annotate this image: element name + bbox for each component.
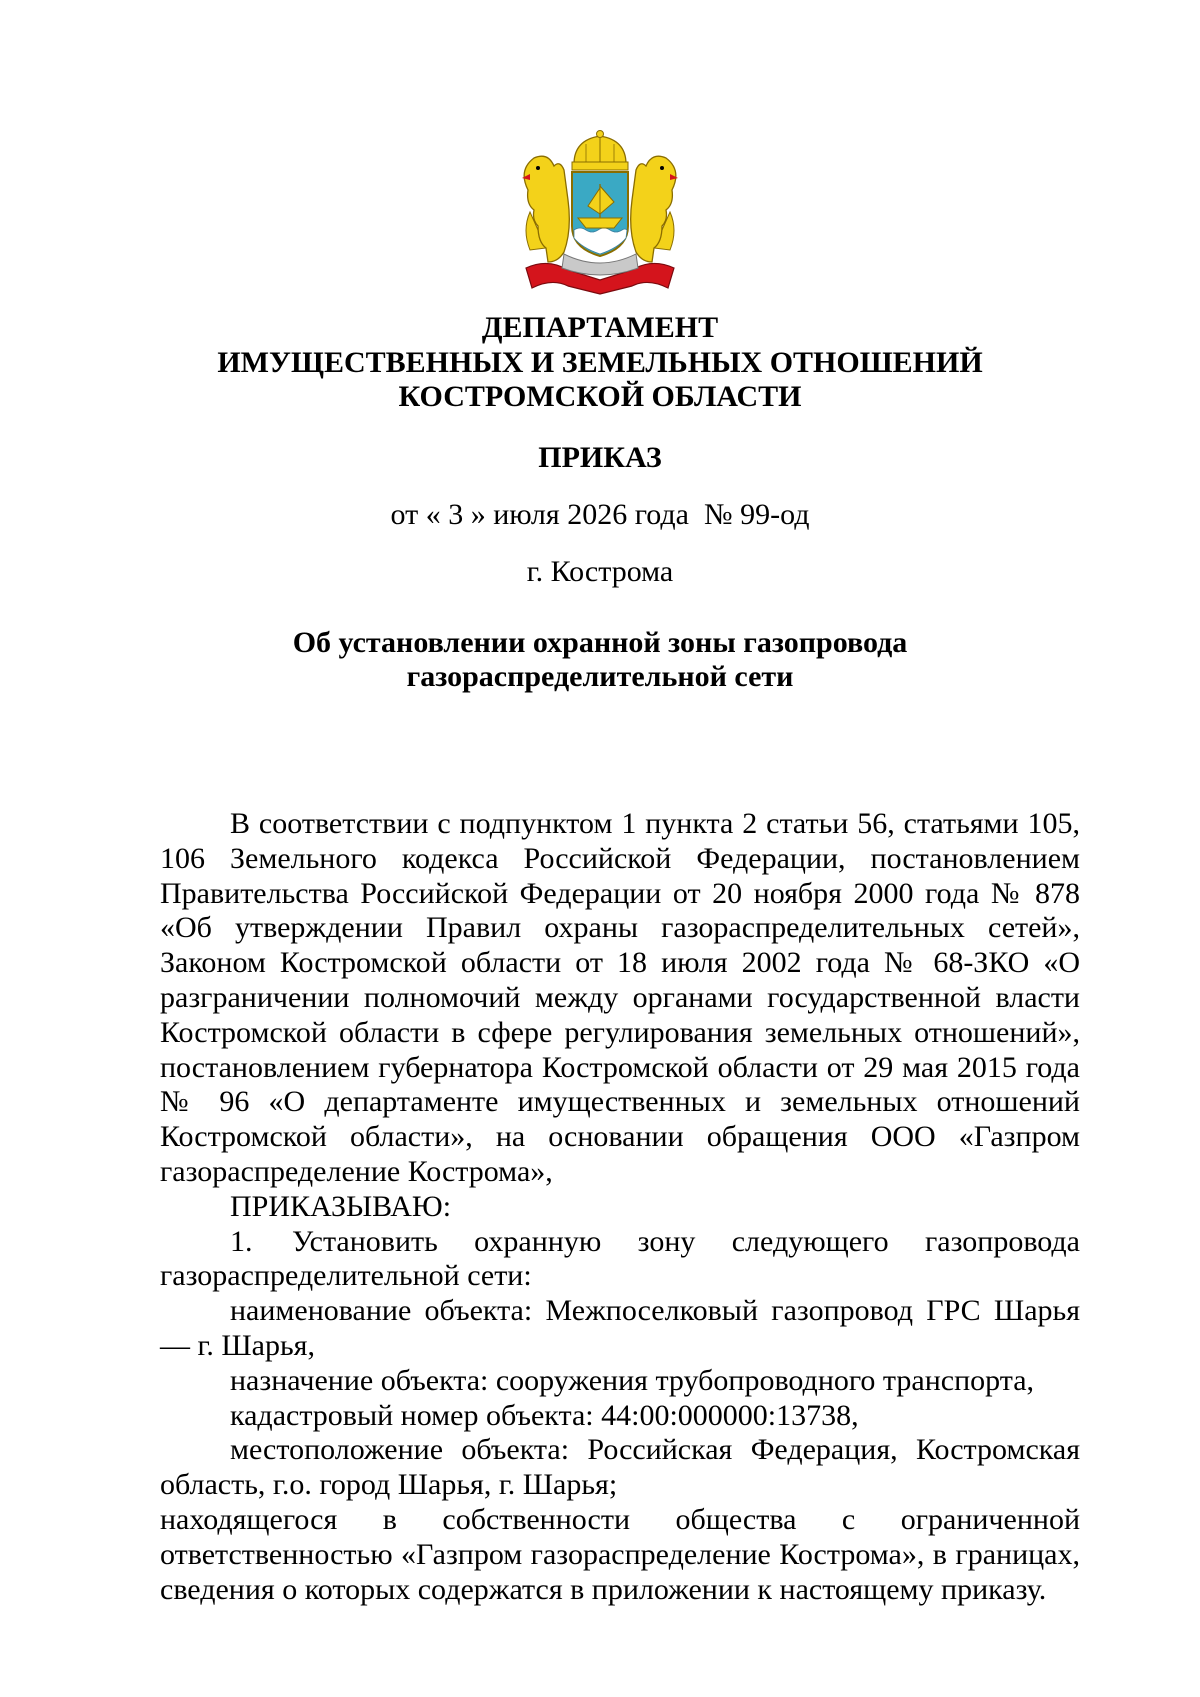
title-line-1: Об установлении охранной зоны газопровода	[292, 626, 908, 659]
ownership-paragraph: находящегося в собственности общества с ограниченной ответственностью «Газпром газораспределение Кострома», в границах, сведения о которых содержатся в приложении к настоящему приказу.	[160, 1502, 1080, 1606]
object-purpose-paragraph: назначение объекта: сооружения трубопроводного транспорта,	[230, 1363, 1035, 1397]
city: г. Кострома	[526, 555, 674, 588]
item-1-paragraph	[160, 1225, 1080, 1295]
org-name-line-1: ДЕПАРТАМЕНТ	[481, 311, 719, 344]
date-and-number: от « 3 » июля 2026 года № 99-од	[390, 498, 810, 531]
document-type: ПРИКАЗ	[538, 441, 662, 474]
item-1-text: Установить охранную зону следующего газопровода газораспределительной сети:	[160, 1224, 1080, 1293]
coat-of-arms-icon	[508, 130, 692, 300]
object-name-paragraph: наименование объекта: Межпоселковый газопровод ГРС Шарья — г. Шарья,	[160, 1294, 1080, 1362]
org-name-line-2: ИМУЩЕСТВЕННЫХ И ЗЕМЕЛЬНЫХ ОТНОШЕНИЙ	[217, 346, 983, 379]
preamble-paragraph: В соответствии с подпунктом 1 пункта 2 статьи 56, статьями 105, 106 Земельного кодекса Российской Федерации, постановлением Правительства Российской Федерации от 20 ноября 2000 года № 878 «Об утверждении Правил охраны газораспределительных сетей», Законом Костромской области от 18 июля 2002 года № 68-ЗКО «О разграничении полномочий между органами государственной власти Костромской области в сфере регулирования земельных отношений», постановлением губернатора Костромской области от 29 мая 2015 года № 96 «О департаменте имущественных и земельных отношений Костромской области», на основании обращения ООО «Газпром газораспределение Кострома»,	[160, 807, 1080, 1188]
order-word: ПРИКАЗЫВАЮ:	[230, 1189, 452, 1223]
title-line-2: газораспределительной сети	[406, 660, 794, 693]
location-paragraph: местоположение объекта: Российская Федерация, Костромская область, г.о. город Шарья, г. Шарья;	[160, 1433, 1080, 1502]
item-1-number: 1.	[230, 1224, 253, 1258]
org-name-line-3: КОСТРОМСКОЙ ОБЛАСТИ	[398, 380, 802, 413]
document-body	[160, 807, 1080, 1607]
cadastral-number-paragraph: кадастровый номер объекта: 44:00:000000:13738,	[230, 1398, 859, 1432]
